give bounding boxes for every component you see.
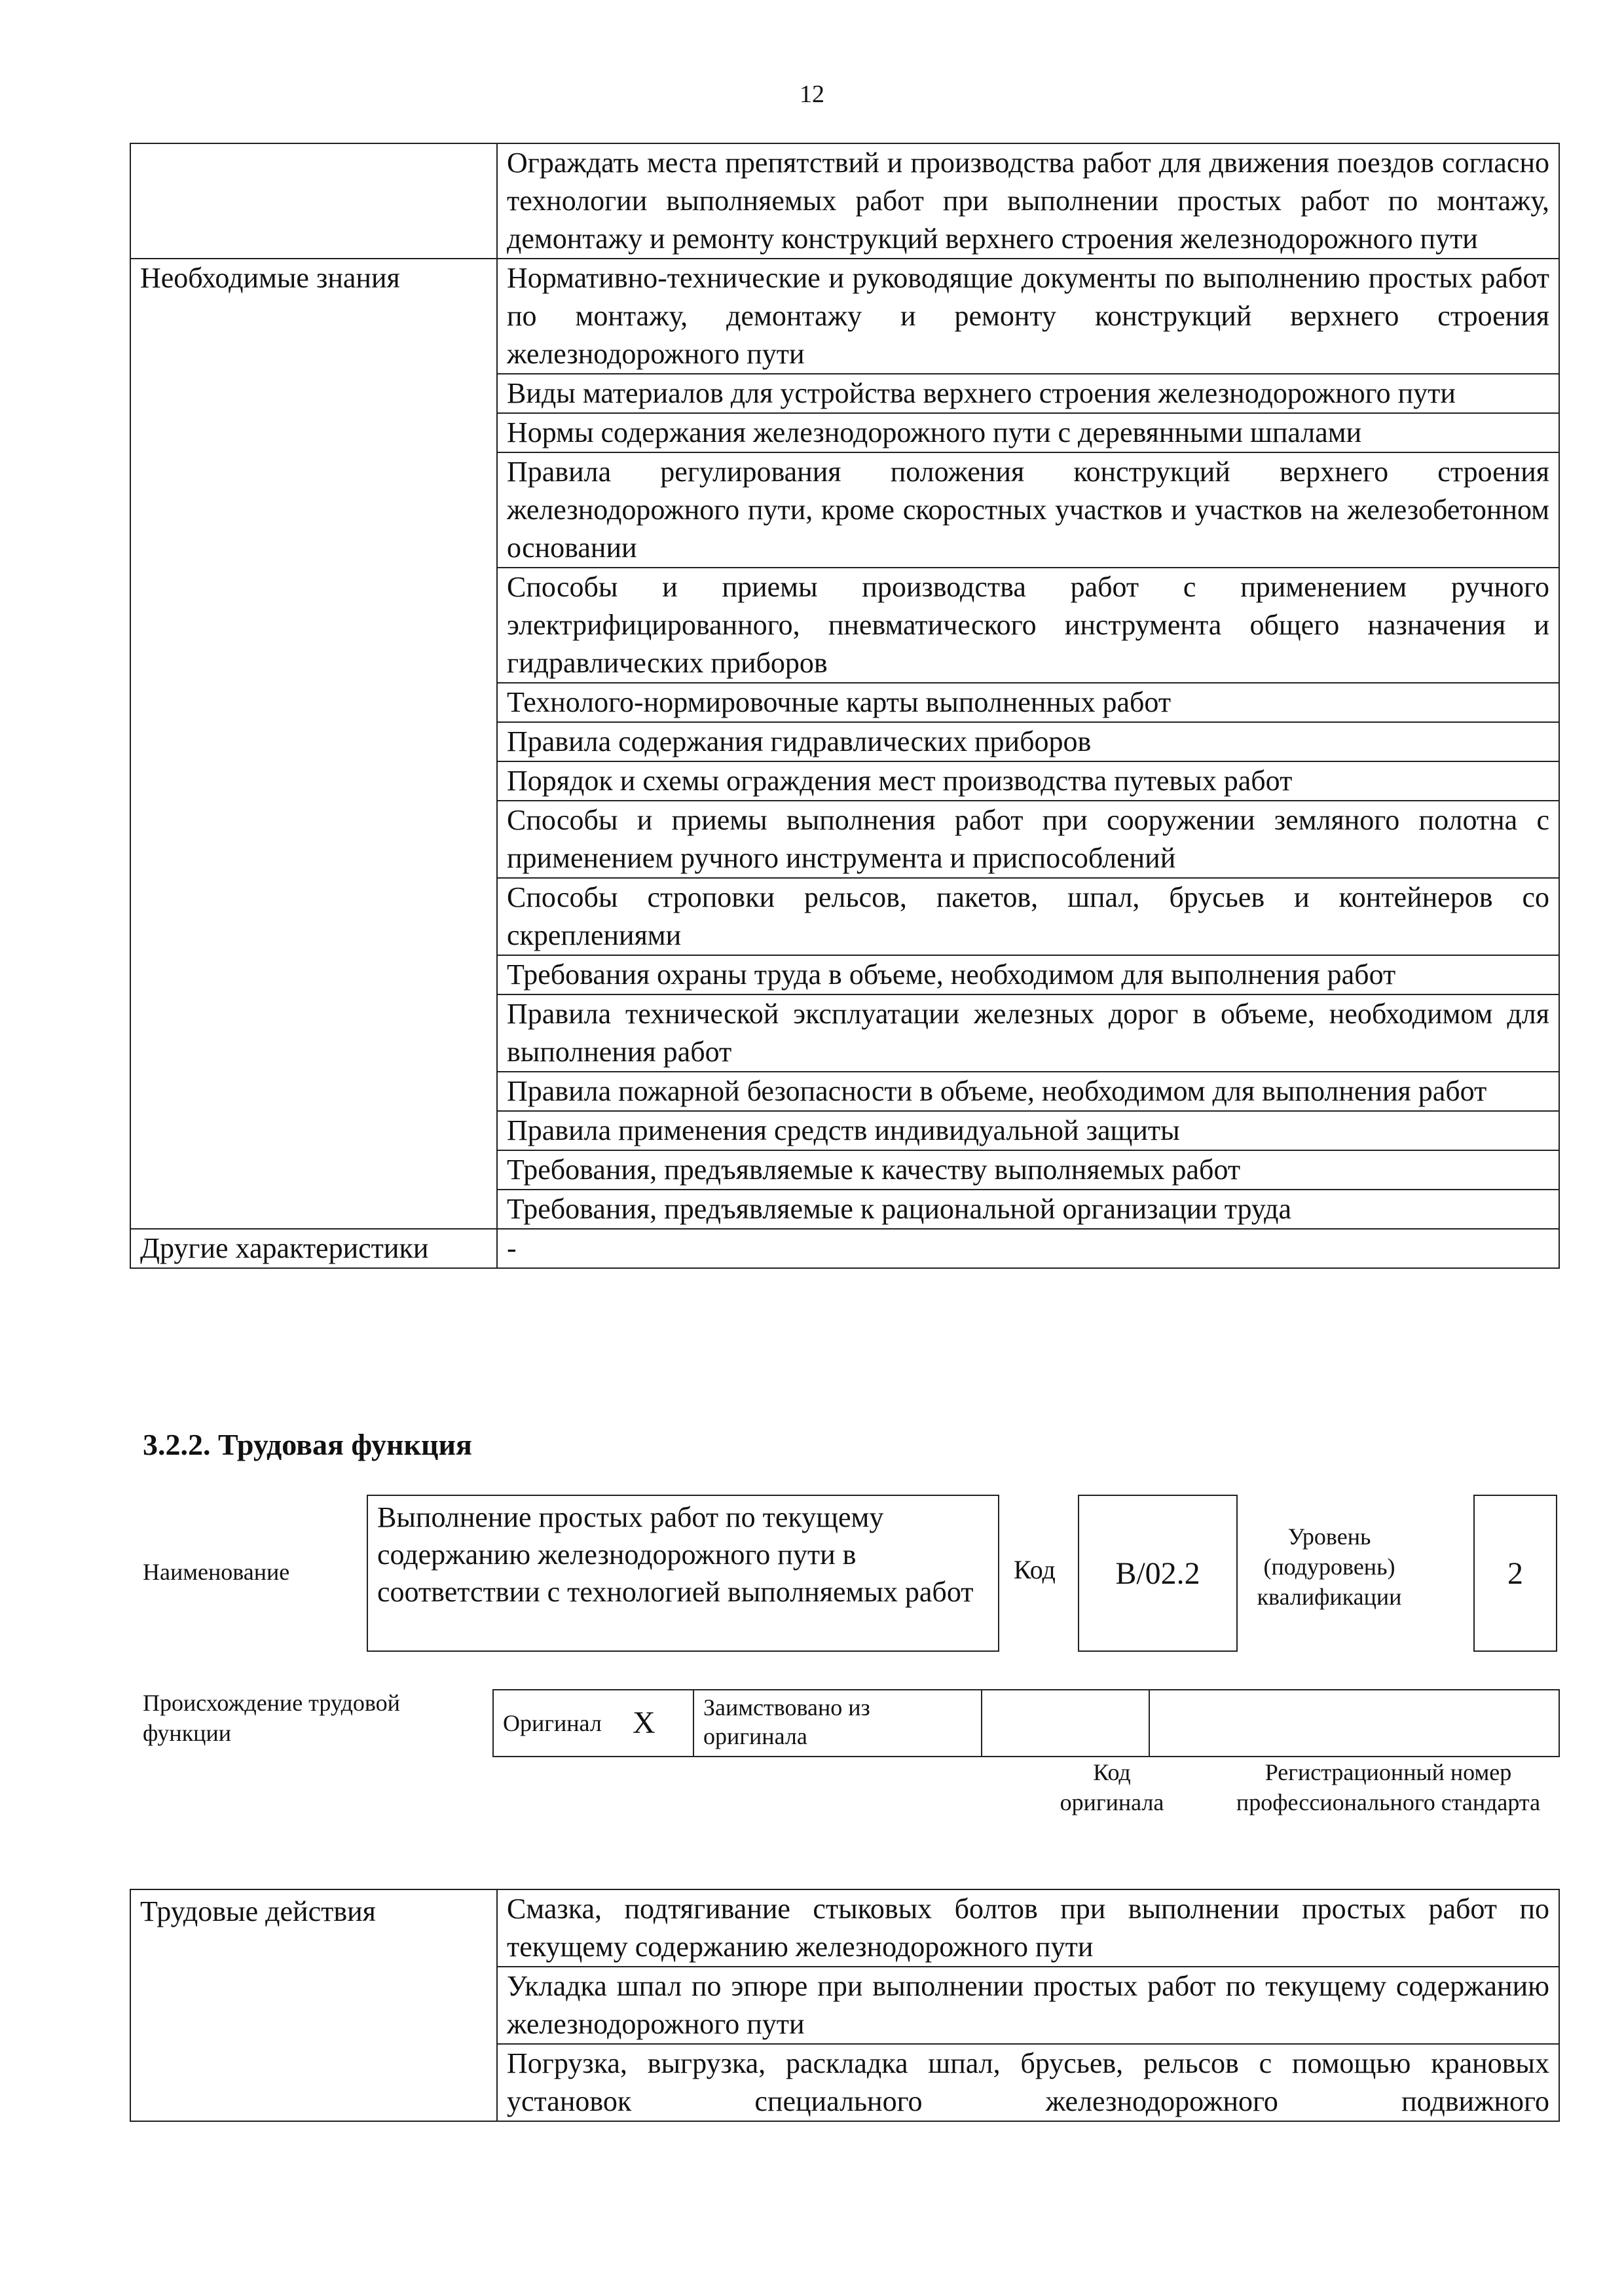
table-row xyxy=(130,1889,1559,1967)
table-cell-right: Виды материалов для устройства верхнего строения железнодорожного пути xyxy=(497,374,1559,413)
table-row xyxy=(130,259,1559,374)
table-cell-right: Порядок и схемы ограждения мест производства путевых работ xyxy=(497,761,1559,801)
knowledge-label: Необходимые знания xyxy=(130,259,497,1229)
table-cell-left xyxy=(130,143,497,259)
table-row xyxy=(130,143,1559,259)
other-characteristics-label: Другие характеристики xyxy=(130,1229,497,1268)
name-label: Наименование xyxy=(143,1559,290,1585)
table-cell-right: Ограждать места препятствий и производства работ для движения поездов согласно технологии выполняемых работ при выполнении простых работ по монтажу, демонтажу и ремонту конструкций верхнего строения железнодорожного пути xyxy=(497,143,1559,259)
table-cell-right: Правила применения средств индивидуальной защиты xyxy=(497,1111,1559,1150)
origin-table xyxy=(492,1689,1560,1757)
code-value: B/02.2 xyxy=(1115,1556,1200,1591)
table-cell-right: Требования охраны труда в объеме, необходимом для выполнения работ xyxy=(497,955,1559,994)
table-cell-right: Правила пожарной безопасности в объеме, необходимом для выполнения работ xyxy=(497,1072,1559,1111)
table-row xyxy=(130,1229,1559,1268)
original-label: Оригинал xyxy=(493,1690,623,1757)
origin-reg-cell xyxy=(1149,1690,1559,1757)
original-mark: X xyxy=(623,1690,693,1757)
table-cell-right: Способы и приемы производства работ с применением ручного электрифицированного, пневматического инструмента общего назначения и гидравлических приборов xyxy=(497,568,1559,683)
table-cell-right: Технолого-нормировочные карты выполненных работ xyxy=(497,683,1559,722)
section-heading: 3.2.2. Трудовая функция xyxy=(143,1428,472,1461)
borrowed-label: Заимствовано из оригинала xyxy=(693,1690,982,1757)
table-cell-right: Способы и приемы выполнения работ при сооружении земляного полотна с применением ручного инструмента и приспособлений xyxy=(497,801,1559,878)
level-label: Уровень (подуровень) квалификации xyxy=(1257,1523,1402,1610)
table-cell-right: Требования, предъявляемые к рациональной организации труда xyxy=(497,1190,1559,1229)
table-cell-right: Укладка шпал по эпюре при выполнении простых работ по текущему содержанию железнодорожного пути xyxy=(497,1967,1559,2044)
table-cell-right: Правила регулирования положения конструкций верхнего строения железнодорожного пути, кроме скоростных участков и участков на железобетонном основании xyxy=(497,452,1559,568)
table-cell-right: Способы строповки рельсов, пакетов, шпал, брусьев и контейнеров со скреплениями xyxy=(497,878,1559,955)
table-row xyxy=(493,1690,1559,1757)
origin-code-cell xyxy=(982,1690,1149,1757)
table-cell-right: - xyxy=(497,1229,1559,1268)
actions-label: Трудовые действия xyxy=(130,1889,497,2121)
origin-label: Происхождение трудовой функции xyxy=(143,1690,400,1746)
actions-table xyxy=(130,1889,1560,2122)
table-cell-right: Правила технической эксплуатации железных дорог в объеме, необходимом для выполнения работ xyxy=(497,994,1559,1072)
name-value: Выполнение простых работ по текущему содержанию железнодорожного пути в соответствии с технологией выполняемых работ xyxy=(377,1501,974,1608)
table-cell-right: Нормы содержания железнодорожного пути с деревянными шпалами xyxy=(497,413,1559,452)
table-cell-right: Требования, предъявляемые к качеству выполняемых работ xyxy=(497,1150,1559,1190)
name-value-box xyxy=(367,1495,999,1652)
knowledge-table xyxy=(130,143,1560,1269)
code-label: Код xyxy=(1014,1555,1056,1584)
code-caption: Код оригинала xyxy=(1060,1759,1164,1815)
level-value: 2 xyxy=(1507,1556,1523,1591)
reg-caption: Регистрационный номер профессионального стандарта xyxy=(1236,1759,1541,1815)
table-cell-right: Нормативно-технические и руководящие документы по выполнению простых работ по монтажу, демонтажу и ремонту конструкций верхнего строения железнодорожного пути xyxy=(497,259,1559,374)
table-cell-right: Погрузка, выгрузка, раскладка шпал, брусьев, рельсов с помощью крановых установок специального железнодорожного подвижного xyxy=(497,2044,1559,2121)
page-number: 12 xyxy=(800,81,824,108)
table-cell-right: Правила содержания гидравлических приборов xyxy=(497,722,1559,761)
code-value-box xyxy=(1078,1495,1238,1652)
table-cell-right: Смазка, подтягивание стыковых болтов при выполнении простых работ по текущему содержанию железнодорожного пути xyxy=(497,1889,1559,1967)
level-value-box xyxy=(1473,1495,1557,1652)
